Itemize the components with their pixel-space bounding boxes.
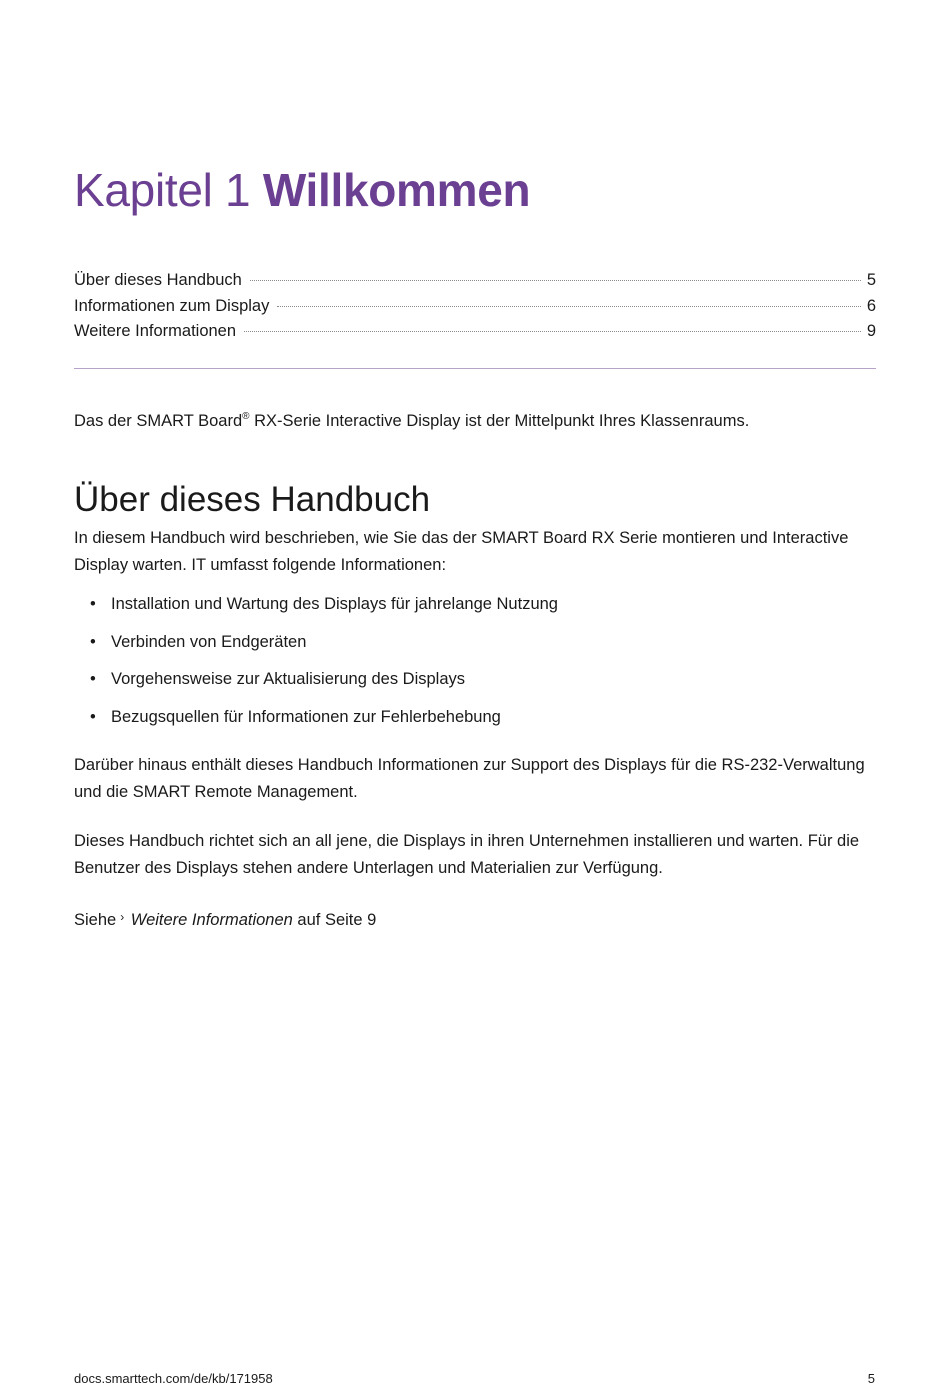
toc-entry-informationen-zum-display[interactable]: [74, 294, 876, 320]
section-paragraph-3: Dieses Handbuch richtet sich an all jene, die Displays in ihren Unternehmen installieren und warten. Für die Benutzer des Displays stehen andere Unterlagen und Materialien zur Verfügung.: [74, 832, 860, 877]
registered-mark: ®: [242, 411, 250, 422]
list-item-text: Verbinden von Endgeräten: [111, 632, 307, 651]
bullet-icon: •: [90, 632, 96, 651]
toc-dot-leader: [250, 280, 861, 281]
section-paragraph-1: In diesem Handbuch wird beschrieben, wie Sie das der SMART Board RX Serie montieren und Interactive Display warten. IT umfasst folgende Informationen:: [74, 529, 849, 574]
list-item: [74, 591, 874, 629]
toc-entry-page: 6: [866, 296, 876, 315]
toc-dot-leader: [277, 306, 860, 307]
toc-entry-label: Über dieses Handbuch: [74, 271, 242, 289]
toc-entry-label: Weitere Informationen: [74, 322, 237, 340]
chapter-name: Willkommen: [262, 164, 531, 216]
bullet-icon: •: [90, 595, 96, 613]
see-also: [74, 904, 376, 934]
toc-entry-page: 9: [866, 322, 876, 340]
list-item-text: Installation und Wartung des Displays für jahrelange Nutzung: [111, 595, 558, 613]
list-item: [74, 704, 874, 742]
toc-entry-ueber-dieses-handbuch[interactable]: [74, 268, 876, 294]
list-item-text: Bezugsquellen für Informationen zur Fehlerbehebung: [111, 707, 501, 726]
footer-page-number: 5: [867, 1371, 875, 1386]
toc-entry-label: Informationen zum Display: [74, 296, 270, 315]
chapter-number: Kapitel 1: [74, 164, 251, 216]
list-item: [74, 666, 874, 704]
intro-text-start: Das der SMART Board: [74, 412, 243, 430]
toc-entry-page: 5: [866, 271, 876, 289]
see-also-suffix: auf Seite 9: [297, 911, 377, 929]
chevron-right-icon: ›: [120, 910, 125, 924]
chapter-title: [74, 160, 530, 220]
see-also-prefix: Siehe: [74, 911, 117, 929]
section-paragraph-2: Darüber hinaus enthält dieses Handbuch Informationen zur Support des Displays für die RS-232-Verwaltung und die SMART Remote Management.: [74, 756, 865, 801]
intro-paragraph: [74, 408, 876, 434]
footer-url[interactable]: docs.smarttech.com/de/kb/171958: [74, 1371, 273, 1386]
section-heading: Über dieses Handbuch: [74, 480, 431, 519]
bullet-icon: •: [90, 670, 96, 688]
toc-dot-leader: [244, 331, 861, 332]
section-divider: [74, 368, 876, 369]
info-bullet-list: [74, 591, 874, 741]
bullet-icon: •: [90, 707, 96, 726]
table-of-contents: [74, 268, 876, 345]
list-item: [74, 629, 874, 667]
toc-entry-weitere-informationen[interactable]: [74, 319, 876, 345]
see-also-link[interactable]: Weitere Informationen: [130, 911, 293, 929]
list-item-text: Vorgehensweise zur Aktualisierung des Displays: [111, 670, 466, 688]
intro-text-end: RX-Serie Interactive Display ist der Mittelpunkt Ihres Klassenraums.: [249, 412, 750, 430]
